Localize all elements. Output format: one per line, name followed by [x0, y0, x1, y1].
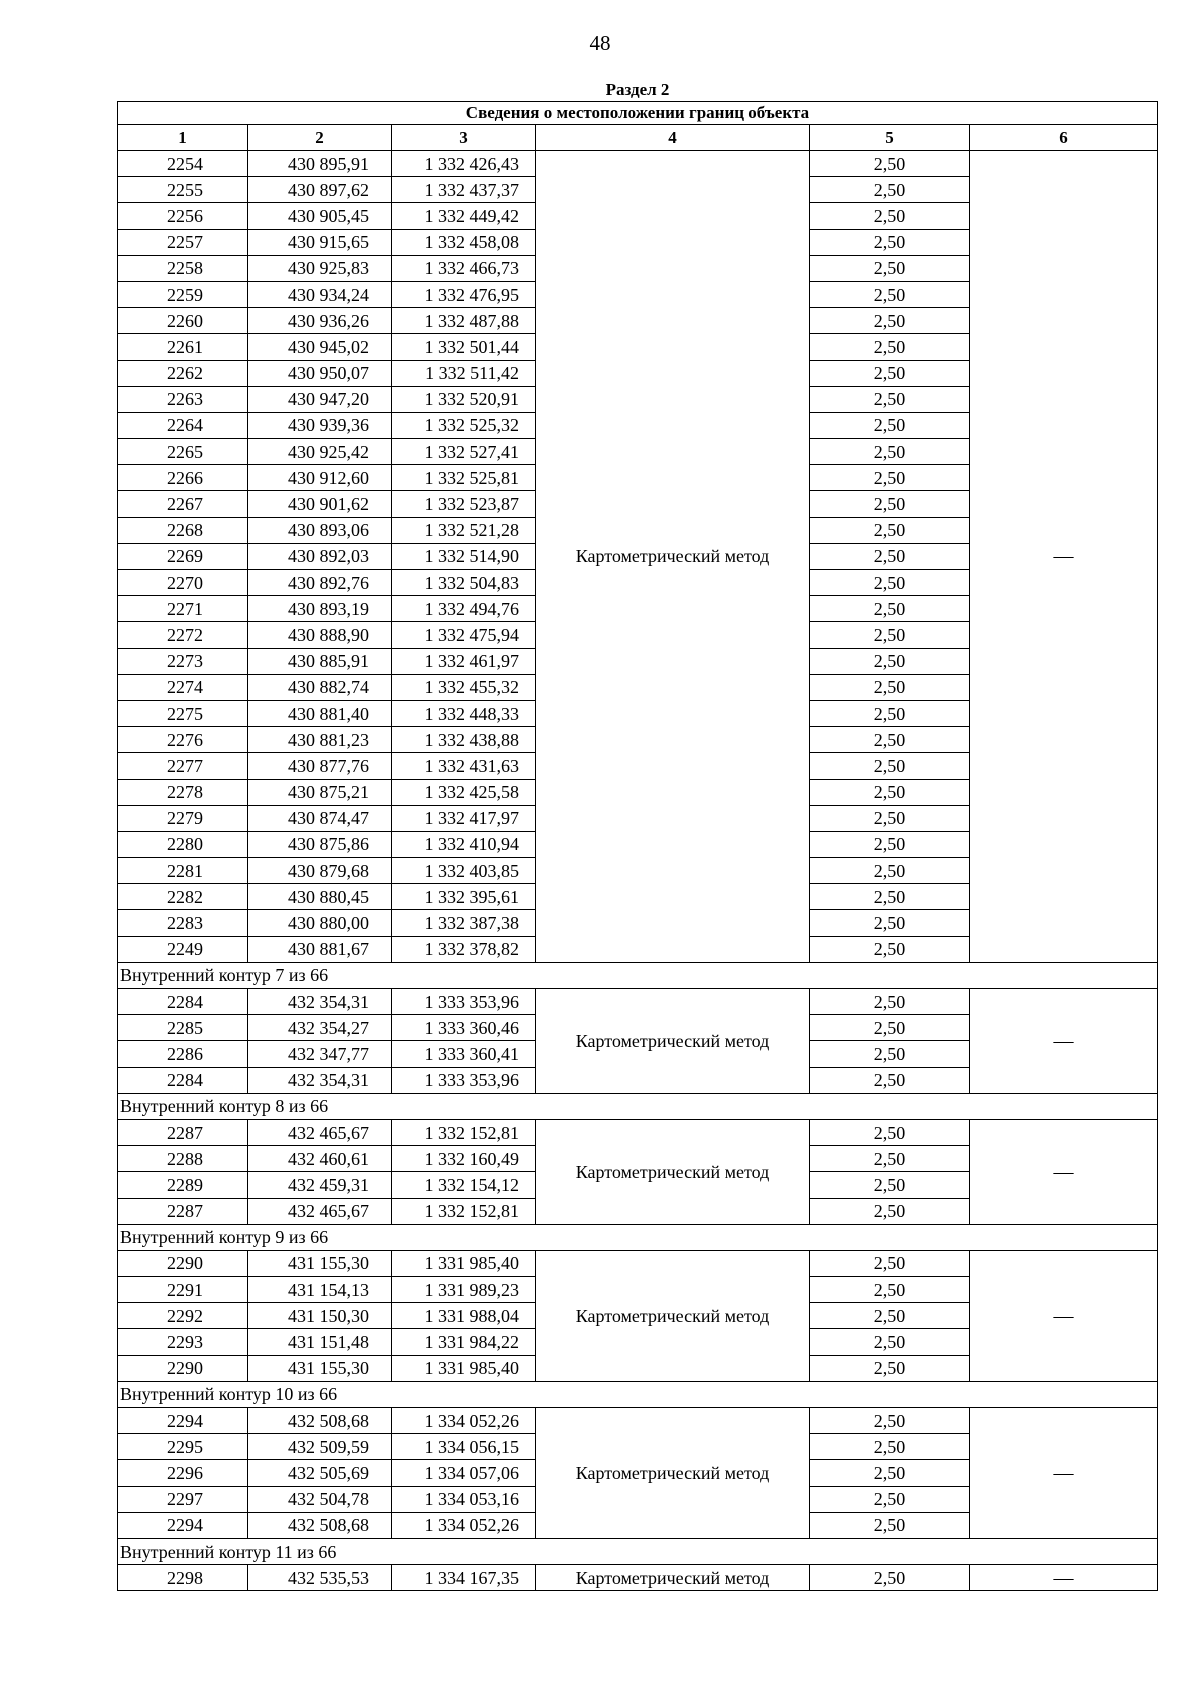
column-number: 1 [118, 125, 248, 151]
point-number: 2288 [118, 1146, 248, 1172]
coordinate-x: 430 885,91 [248, 648, 392, 674]
coordinate-y: 1 334 167,35 [392, 1565, 536, 1591]
point-number: 2256 [118, 203, 248, 229]
coordinate-y: 1 332 438,88 [392, 727, 536, 753]
accuracy-value: 2,50 [810, 727, 970, 753]
method-cell: Картометрический метод [536, 989, 810, 1094]
coordinate-x: 430 875,86 [248, 831, 392, 857]
coordinate-x: 432 535,53 [248, 1565, 392, 1591]
accuracy-value: 2,50 [810, 308, 970, 334]
accuracy-value: 2,50 [810, 281, 970, 307]
accuracy-value: 2,50 [810, 910, 970, 936]
column-6-value: — [970, 989, 1158, 1094]
contour-label: Внутренний контур 7 из 66 [118, 962, 1158, 988]
coordinate-y: 1 332 160,49 [392, 1146, 536, 1172]
coordinate-y: 1 331 984,22 [392, 1329, 536, 1355]
coordinate-x: 432 465,67 [248, 1119, 392, 1145]
coordinate-y: 1 332 458,08 [392, 229, 536, 255]
point-number: 2283 [118, 910, 248, 936]
coordinate-x: 430 877,76 [248, 753, 392, 779]
boundary-coordinates-table [117, 79, 1158, 1591]
coordinate-y: 1 334 057,06 [392, 1460, 536, 1486]
column-6-value: — [970, 1250, 1158, 1381]
point-number: 2290 [118, 1250, 248, 1276]
coordinate-x: 430 879,68 [248, 858, 392, 884]
section-title-row [118, 79, 1158, 102]
point-number: 2284 [118, 1067, 248, 1093]
coordinate-y: 1 332 431,63 [392, 753, 536, 779]
point-number: 2292 [118, 1303, 248, 1329]
point-number: 2287 [118, 1119, 248, 1145]
accuracy-value: 2,50 [810, 1041, 970, 1067]
accuracy-value: 2,50 [810, 1329, 970, 1355]
coordinate-x: 430 939,36 [248, 412, 392, 438]
coordinate-y: 1 334 053,16 [392, 1486, 536, 1512]
point-number: 2282 [118, 884, 248, 910]
point-number: 2291 [118, 1277, 248, 1303]
coordinate-y: 1 332 521,28 [392, 517, 536, 543]
coordinate-x: 430 915,65 [248, 229, 392, 255]
coordinate-y: 1 332 154,12 [392, 1172, 536, 1198]
coordinate-y: 1 332 520,91 [392, 386, 536, 412]
coordinate-y: 1 332 487,88 [392, 308, 536, 334]
coordinate-y: 1 332 466,73 [392, 255, 536, 281]
accuracy-value: 2,50 [810, 543, 970, 569]
accuracy-value: 2,50 [810, 831, 970, 857]
coordinate-y: 1 332 426,43 [392, 151, 536, 177]
point-number: 2269 [118, 543, 248, 569]
coordinate-x: 432 505,69 [248, 1460, 392, 1486]
accuracy-value: 2,50 [810, 1067, 970, 1093]
point-number: 2254 [118, 151, 248, 177]
coordinate-y: 1 332 455,32 [392, 674, 536, 700]
coordinate-y: 1 332 417,97 [392, 805, 536, 831]
point-number: 2265 [118, 439, 248, 465]
contour-label: Внутренний контур 8 из 66 [118, 1093, 1158, 1119]
accuracy-value: 2,50 [810, 858, 970, 884]
accuracy-value: 2,50 [810, 622, 970, 648]
accuracy-value: 2,50 [810, 386, 970, 412]
point-number: 2257 [118, 229, 248, 255]
coordinate-x: 430 895,91 [248, 151, 392, 177]
accuracy-value: 2,50 [810, 1119, 970, 1145]
coordinate-y: 1 333 353,96 [392, 1067, 536, 1093]
accuracy-value: 2,50 [810, 700, 970, 726]
coordinate-x: 430 881,40 [248, 700, 392, 726]
accuracy-value: 2,50 [810, 779, 970, 805]
column-number: 5 [810, 125, 970, 151]
coordinate-x: 430 875,21 [248, 779, 392, 805]
point-number: 2272 [118, 622, 248, 648]
coordinate-x: 432 508,68 [248, 1512, 392, 1538]
point-number: 2261 [118, 334, 248, 360]
coordinate-x: 430 881,67 [248, 936, 392, 962]
point-number: 2264 [118, 412, 248, 438]
point-number: 2297 [118, 1486, 248, 1512]
coordinate-y: 1 332 525,32 [392, 412, 536, 438]
contour-label: Внутренний контур 11 из 66 [118, 1538, 1158, 1564]
coordinate-y: 1 332 152,81 [392, 1119, 536, 1145]
coordinate-y: 1 334 052,26 [392, 1408, 536, 1434]
method-cell: Картометрический метод [536, 1565, 810, 1591]
point-number: 2281 [118, 858, 248, 884]
coordinate-x: 432 347,77 [248, 1041, 392, 1067]
coordinate-x: 431 150,30 [248, 1303, 392, 1329]
accuracy-value: 2,50 [810, 517, 970, 543]
point-number: 2279 [118, 805, 248, 831]
table-body [118, 79, 1158, 1591]
coordinate-x: 432 508,68 [248, 1408, 392, 1434]
point-number: 2296 [118, 1460, 248, 1486]
point-number: 2260 [118, 308, 248, 334]
coordinate-y: 1 332 410,94 [392, 831, 536, 857]
accuracy-value: 2,50 [810, 989, 970, 1015]
coordinate-x: 430 882,74 [248, 674, 392, 700]
coordinate-x: 430 892,03 [248, 543, 392, 569]
accuracy-value: 2,50 [810, 753, 970, 779]
table-row [118, 989, 1158, 1015]
accuracy-value: 2,50 [810, 596, 970, 622]
coordinate-y: 1 331 985,40 [392, 1250, 536, 1276]
column-number-row [118, 125, 1158, 151]
coordinate-y: 1 333 353,96 [392, 989, 536, 1015]
column-6-value: — [970, 151, 1158, 963]
coordinate-y: 1 331 989,23 [392, 1277, 536, 1303]
coordinate-x: 430 897,62 [248, 177, 392, 203]
contour-header-row [118, 962, 1158, 988]
accuracy-value: 2,50 [810, 177, 970, 203]
coordinate-y: 1 332 475,94 [392, 622, 536, 648]
table-title: Сведения о местоположении границ объекта [118, 102, 1158, 125]
coordinate-y: 1 332 448,33 [392, 700, 536, 726]
table-row [118, 151, 1158, 177]
coordinate-x: 432 459,31 [248, 1172, 392, 1198]
coordinate-x: 430 936,26 [248, 308, 392, 334]
accuracy-value: 2,50 [810, 1434, 970, 1460]
coordinate-x: 432 354,31 [248, 989, 392, 1015]
column-number: 2 [248, 125, 392, 151]
accuracy-value: 2,50 [810, 1303, 970, 1329]
accuracy-value: 2,50 [810, 151, 970, 177]
coordinate-y: 1 334 056,15 [392, 1434, 536, 1460]
coordinate-y: 1 332 494,76 [392, 596, 536, 622]
coordinate-y: 1 332 437,37 [392, 177, 536, 203]
coordinate-y: 1 332 476,95 [392, 281, 536, 307]
point-number: 2290 [118, 1355, 248, 1381]
point-number: 2249 [118, 936, 248, 962]
point-number: 2262 [118, 360, 248, 386]
point-number: 2293 [118, 1329, 248, 1355]
point-number: 2267 [118, 491, 248, 517]
point-number: 2295 [118, 1434, 248, 1460]
coordinate-y: 1 332 403,85 [392, 858, 536, 884]
point-number: 2278 [118, 779, 248, 805]
point-number: 2284 [118, 989, 248, 1015]
coordinate-y: 1 332 511,42 [392, 360, 536, 386]
coordinate-x: 430 880,45 [248, 884, 392, 910]
accuracy-value: 2,50 [810, 805, 970, 831]
coordinate-y: 1 332 461,97 [392, 648, 536, 674]
contour-label: Внутренний контур 9 из 66 [118, 1224, 1158, 1250]
coordinate-y: 1 332 425,58 [392, 779, 536, 805]
coordinate-x: 430 950,07 [248, 360, 392, 386]
accuracy-value: 2,50 [810, 1355, 970, 1381]
coordinate-y: 1 333 360,46 [392, 1015, 536, 1041]
contour-header-row [118, 1381, 1158, 1407]
coordinate-x: 432 465,67 [248, 1198, 392, 1224]
coordinate-x: 430 925,83 [248, 255, 392, 281]
accuracy-value: 2,50 [810, 1146, 970, 1172]
table-title-row [118, 102, 1158, 125]
coordinate-x: 430 874,47 [248, 805, 392, 831]
accuracy-value: 2,50 [810, 648, 970, 674]
coordinate-x: 430 925,42 [248, 439, 392, 465]
accuracy-value: 2,50 [810, 255, 970, 281]
coordinate-x: 431 155,30 [248, 1250, 392, 1276]
accuracy-value: 2,50 [810, 1408, 970, 1434]
point-number: 2294 [118, 1408, 248, 1434]
coordinate-y: 1 331 985,40 [392, 1355, 536, 1381]
coordinate-y: 1 332 514,90 [392, 543, 536, 569]
column-6-value: — [970, 1408, 1158, 1539]
accuracy-value: 2,50 [810, 674, 970, 700]
coordinate-y: 1 332 527,41 [392, 439, 536, 465]
column-number: 6 [970, 125, 1158, 151]
method-cell: Картометрический метод [536, 151, 810, 963]
point-number: 2259 [118, 281, 248, 307]
coordinate-y: 1 334 052,26 [392, 1512, 536, 1538]
point-number: 2266 [118, 465, 248, 491]
accuracy-value: 2,50 [810, 570, 970, 596]
coordinate-y: 1 332 378,82 [392, 936, 536, 962]
contour-label: Внутренний контур 10 из 66 [118, 1381, 1158, 1407]
coordinate-y: 1 332 523,87 [392, 491, 536, 517]
contour-header-row [118, 1093, 1158, 1119]
accuracy-value: 2,50 [810, 1015, 970, 1041]
accuracy-value: 2,50 [810, 1512, 970, 1538]
coordinate-x: 430 893,06 [248, 517, 392, 543]
point-number: 2277 [118, 753, 248, 779]
point-number: 2287 [118, 1198, 248, 1224]
accuracy-value: 2,50 [810, 465, 970, 491]
method-cell: Картометрический метод [536, 1250, 810, 1381]
column-6-value: — [970, 1565, 1158, 1591]
point-number: 2271 [118, 596, 248, 622]
accuracy-value: 2,50 [810, 884, 970, 910]
coordinate-x: 431 155,30 [248, 1355, 392, 1381]
coordinate-x: 431 154,13 [248, 1277, 392, 1303]
accuracy-value: 2,50 [810, 439, 970, 465]
coordinate-y: 1 332 387,38 [392, 910, 536, 936]
column-number: 3 [392, 125, 536, 151]
table-row [118, 1408, 1158, 1434]
point-number: 2286 [118, 1041, 248, 1067]
coordinate-x: 430 947,20 [248, 386, 392, 412]
coordinate-x: 430 892,76 [248, 570, 392, 596]
accuracy-value: 2,50 [810, 229, 970, 255]
coordinate-y: 1 332 152,81 [392, 1198, 536, 1224]
accuracy-value: 2,50 [810, 1250, 970, 1276]
method-cell: Картометрический метод [536, 1119, 810, 1224]
coordinate-x: 430 880,00 [248, 910, 392, 936]
point-number: 2273 [118, 648, 248, 674]
accuracy-value: 2,50 [810, 1198, 970, 1224]
accuracy-value: 2,50 [810, 360, 970, 386]
coordinate-x: 432 354,31 [248, 1067, 392, 1093]
coordinate-x: 430 945,02 [248, 334, 392, 360]
coordinate-y: 1 332 449,42 [392, 203, 536, 229]
coordinate-x: 432 460,61 [248, 1146, 392, 1172]
table-row [118, 1119, 1158, 1145]
point-number: 2275 [118, 700, 248, 726]
contour-header-row [118, 1538, 1158, 1564]
coordinate-x: 430 905,45 [248, 203, 392, 229]
point-number: 2294 [118, 1512, 248, 1538]
point-number: 2274 [118, 674, 248, 700]
point-number: 2280 [118, 831, 248, 857]
accuracy-value: 2,50 [810, 334, 970, 360]
column-number: 4 [536, 125, 810, 151]
accuracy-value: 2,50 [810, 1172, 970, 1198]
accuracy-value: 2,50 [810, 1460, 970, 1486]
point-number: 2298 [118, 1565, 248, 1591]
page-number: 48 [589, 31, 611, 55]
point-number: 2268 [118, 517, 248, 543]
accuracy-value: 2,50 [810, 1565, 970, 1591]
coordinate-y: 1 332 501,44 [392, 334, 536, 360]
accuracy-value: 2,50 [810, 203, 970, 229]
accuracy-value: 2,50 [810, 1486, 970, 1512]
coordinate-x: 432 509,59 [248, 1434, 392, 1460]
point-number: 2255 [118, 177, 248, 203]
point-number: 2289 [118, 1172, 248, 1198]
accuracy-value: 2,50 [810, 1277, 970, 1303]
coordinate-y: 1 331 988,04 [392, 1303, 536, 1329]
coordinate-x: 431 151,48 [248, 1329, 392, 1355]
coordinate-x: 432 504,78 [248, 1486, 392, 1512]
coordinate-x: 430 901,62 [248, 491, 392, 517]
coordinate-y: 1 332 525,81 [392, 465, 536, 491]
coordinate-x: 430 934,24 [248, 281, 392, 307]
coordinate-x: 430 881,23 [248, 727, 392, 753]
coordinate-x: 430 893,19 [248, 596, 392, 622]
accuracy-value: 2,50 [810, 936, 970, 962]
coordinate-y: 1 332 395,61 [392, 884, 536, 910]
section-title: Раздел 2 [118, 79, 1158, 102]
contour-header-row [118, 1224, 1158, 1250]
column-6-value: — [970, 1119, 1158, 1224]
point-number: 2276 [118, 727, 248, 753]
accuracy-value: 2,50 [810, 491, 970, 517]
point-number: 2258 [118, 255, 248, 281]
point-number: 2263 [118, 386, 248, 412]
coordinate-x: 430 888,90 [248, 622, 392, 648]
table-row [118, 1250, 1158, 1276]
coordinate-x: 432 354,27 [248, 1015, 392, 1041]
coordinate-y: 1 333 360,41 [392, 1041, 536, 1067]
table-row [118, 1565, 1158, 1591]
coordinate-y: 1 332 504,83 [392, 570, 536, 596]
coordinate-x: 430 912,60 [248, 465, 392, 491]
point-number: 2270 [118, 570, 248, 596]
point-number: 2285 [118, 1015, 248, 1041]
method-cell: Картометрический метод [536, 1408, 810, 1539]
accuracy-value: 2,50 [810, 412, 970, 438]
